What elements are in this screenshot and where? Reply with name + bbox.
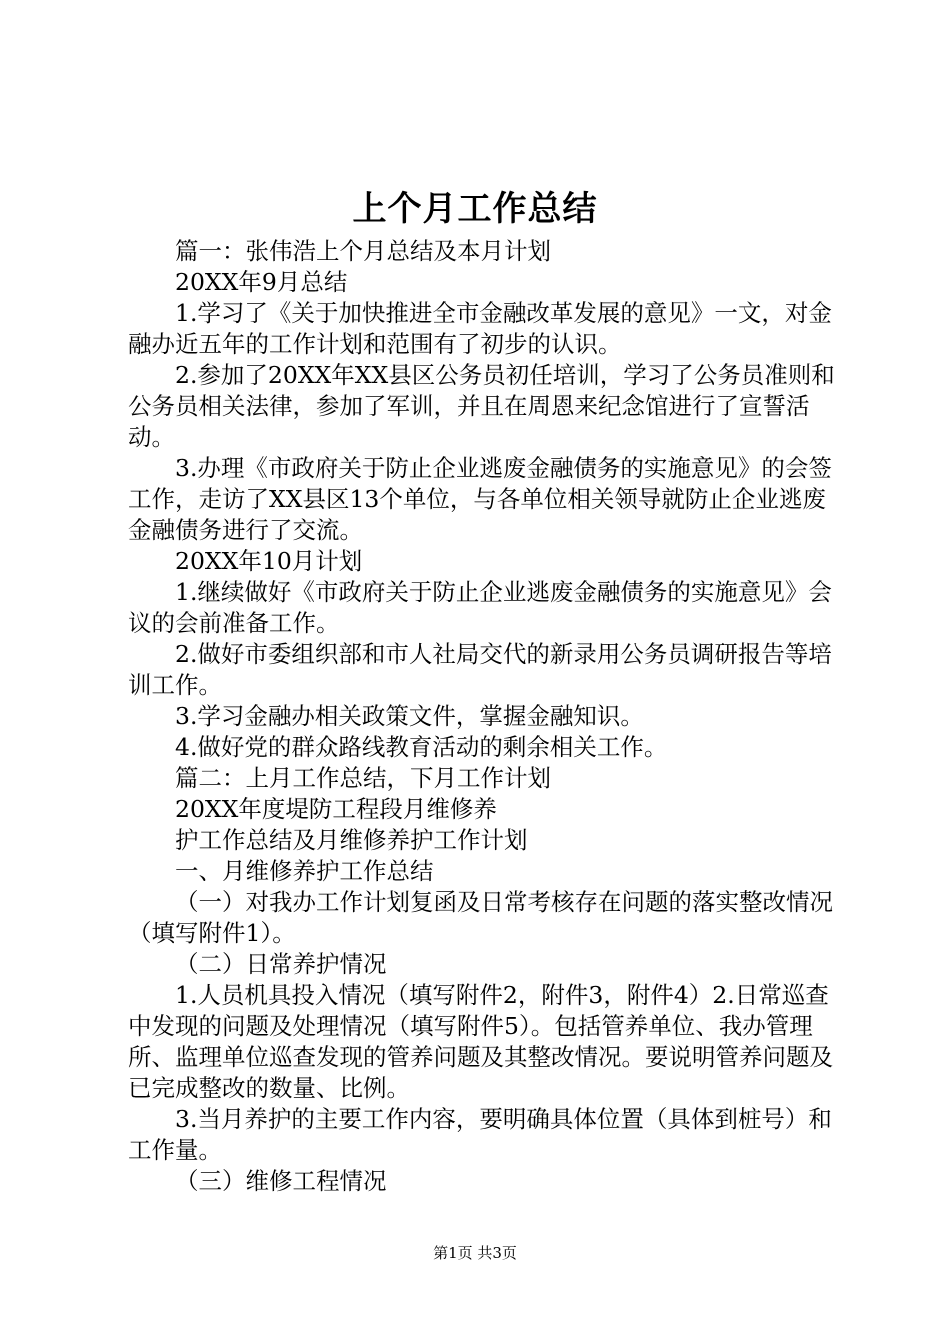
paragraph: （二）日常养护情况 bbox=[175, 950, 387, 978]
paragraph: 1.人员机具投入情况（填写附件2，附件3，附件4）2.日常巡查中发现的问题及处理情况（填写附件5）。包括管养单位、我办管理所、监理单位巡查发现的管养问题及其整改情况。要说明管养问题及已完成整改的数量、比例。 bbox=[128, 981, 833, 1102]
paragraph: 3.学习金融办相关政策文件，掌握金融知识。 bbox=[175, 702, 644, 730]
paragraph: 3.当月养护的主要工作内容，要明确具体位置（具体到桩号）和工作量。 bbox=[128, 1105, 832, 1164]
paragraph: （一）对我办工作计划复函及日常考核存在问题的落实整改情况（填写附件1）。 bbox=[128, 888, 833, 947]
paragraph: 2.参加了20XX年XX县区公务员初任培训，学习了公务员准则和公务员相关法律，参加了军训，并且在周恩来纪念馆进行了宣誓活动。 bbox=[128, 361, 835, 451]
paragraph: 篇二：上月工作总结，下月工作计划 bbox=[175, 764, 551, 792]
paragraph: （三）维修工程情况 bbox=[175, 1167, 387, 1195]
page-number-footer: 第1页 共3页 bbox=[433, 1244, 517, 1262]
paragraph: 1.学习了《关于加快推进全市金融改革发展的意见》一文，对金融办近五年的工作计划和范围有了初步的认识。 bbox=[128, 299, 832, 358]
paragraph: 20XX年度堤防工程段月维修养 bbox=[175, 795, 497, 823]
document-title: 上个月工作总结 bbox=[352, 189, 598, 229]
paragraph: 1.继续做好《市政府关于防止企业逃废金融债务的实施意见》会议的会前准备工作。 bbox=[128, 578, 832, 637]
paragraph: 篇一：张伟浩上个月总结及本月计划 bbox=[175, 237, 551, 265]
paragraph: 护工作总结及月维修养护工作计划 bbox=[175, 826, 528, 854]
paragraph: 2.做好市委组织部和市人社局交代的新录用公务员调研报告等培训工作。 bbox=[128, 640, 832, 699]
paragraph: 20XX年10月计划 bbox=[175, 547, 363, 575]
paragraph: 4.做好党的群众路线教育活动的剩余相关工作。 bbox=[175, 733, 668, 761]
paragraph: 3.办理《市政府关于防止企业逃废金融债务的实施意见》的会签工作，走访了XX县区13个单位，与各单位相关领导就防止企业逃废金融债务进行了交流。 bbox=[128, 454, 832, 544]
document-body bbox=[128, 236, 838, 1197]
paragraph: 20XX年9月总结 bbox=[175, 268, 348, 296]
paragraph: 一、月维修养护工作总结 bbox=[175, 857, 434, 885]
